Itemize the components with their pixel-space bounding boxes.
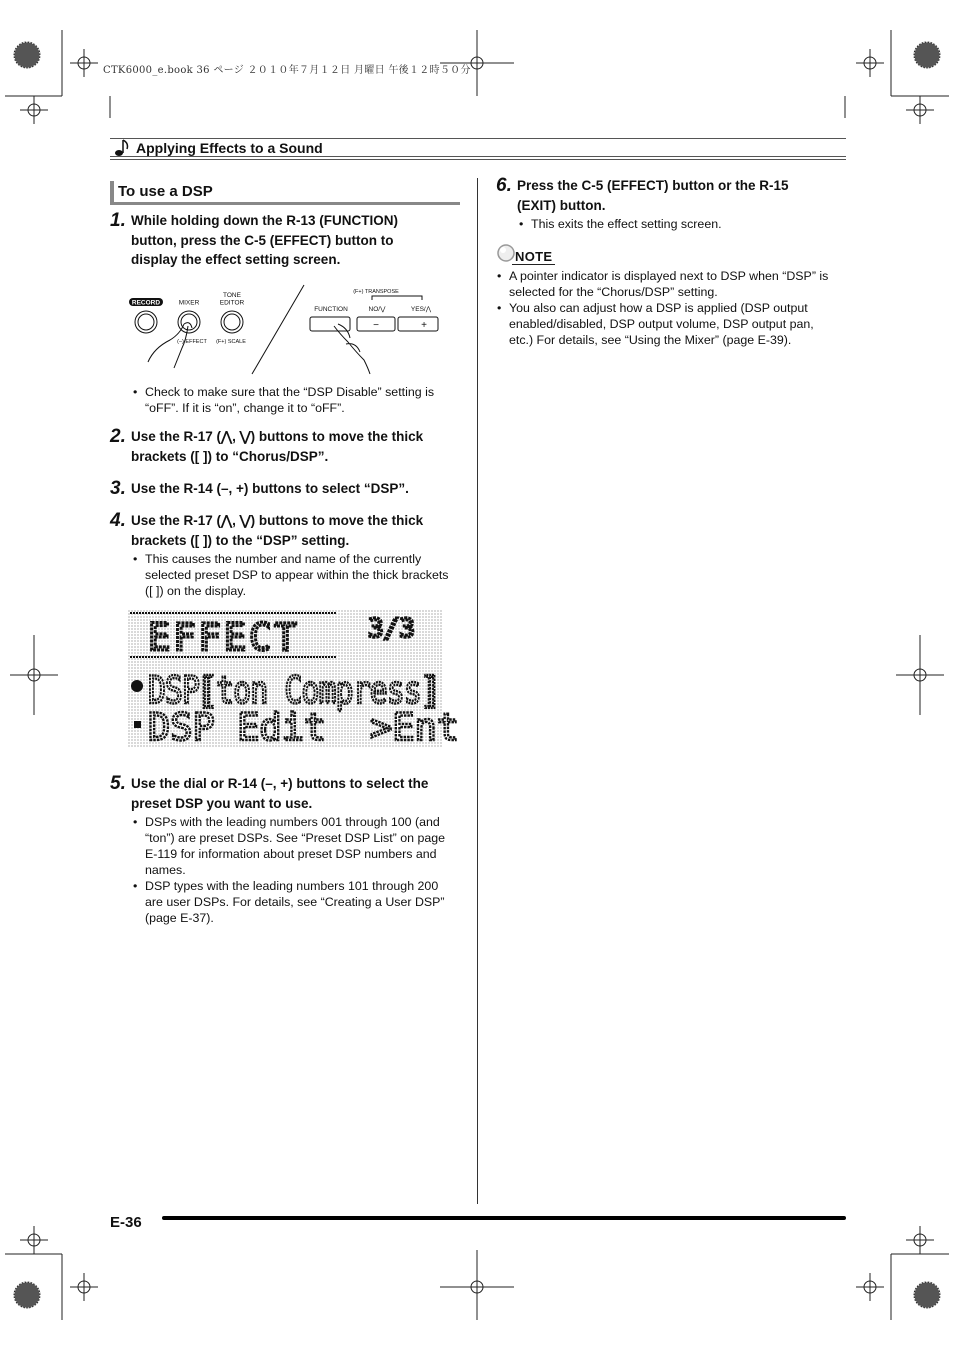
lcd-cursor-icon	[134, 721, 141, 728]
plus-button-glyph: +	[421, 320, 427, 331]
minus-button-glyph: −	[373, 320, 379, 331]
bullet-line: • DSP types with the leading numbers 101 through 200	[145, 879, 439, 893]
step-line: button, press the C-5 (EFFECT) button to	[131, 232, 394, 248]
tone-editor-label-1: TONE	[223, 292, 241, 299]
crosshair-left-mid	[10, 635, 58, 715]
step-line: Use the dial or R-14 (–, +) buttons to select the	[131, 776, 429, 791]
step-4-text	[131, 511, 471, 550]
step-line: (EXIT) button.	[517, 197, 606, 213]
function-label: FUNCTION	[314, 306, 348, 313]
bullet-line: etc.) For details, see “Using the Mixer” (page E-39).	[509, 333, 792, 347]
crosshair-bottom-center	[440, 1250, 514, 1320]
bullet-line: names.	[145, 863, 186, 877]
registration-target-bottom-left	[14, 1282, 40, 1308]
subheading-box	[110, 181, 460, 205]
crosshair-top-right	[856, 30, 891, 96]
crosshair-left-lower	[20, 1226, 48, 1254]
lcd-display	[128, 610, 460, 749]
crosshair-bottom-right	[856, 1254, 891, 1320]
step-6-text	[517, 176, 847, 215]
registration-target-bottom-right	[914, 1282, 940, 1308]
lcd-pointer-icon	[131, 680, 143, 692]
step-line: Press the C-5 (EFFECT) button or the R-15	[517, 178, 789, 193]
crosshair-right-upper	[906, 96, 934, 124]
tone-editor-label-2: EDITOR	[219, 299, 245, 307]
crosshair-left-upper	[20, 96, 48, 124]
lcd-line-1-left: EFFECT	[148, 616, 300, 659]
note-badge	[496, 243, 566, 269]
scale-sublabel: (F+) SCALE	[216, 339, 246, 345]
note-label: NOTE	[512, 249, 555, 265]
step-line: Use the R-17 (⋀, ⋁) buttons to move the thick	[131, 513, 424, 528]
crosshair-bottom-left	[62, 1254, 98, 1320]
subheading: To use a DSP	[118, 183, 213, 200]
registration-target-top-left	[14, 42, 40, 68]
yes-label: YES/⋀	[410, 306, 432, 313]
column-divider	[477, 178, 478, 1204]
step-line: brackets ([ ]) to “Chorus/DSP”.	[131, 448, 329, 464]
bullet-line: • A pointer indicator is displayed next to DSP when “DSP” is	[509, 269, 829, 283]
transpose-label: (F+) TRANSPOSE	[353, 289, 399, 295]
bullet-line: “ton”) are preset DSPs. See “Preset DSP List” on page	[145, 831, 446, 845]
step-number: 6.	[496, 175, 512, 196]
step-line: While holding down the R-13 (FUNCTION)	[131, 213, 398, 228]
step-line: brackets ([ ]) to the “DSP” setting.	[131, 532, 350, 548]
bullet-line: enabled/disabled, DSP output volume, DSP output pan,	[509, 317, 814, 331]
step-1-text	[131, 211, 461, 270]
step-number: 5.	[110, 773, 126, 794]
crosshair-right-mid	[896, 635, 944, 715]
step-line: preset DSP you want to use.	[131, 795, 313, 811]
step-line: Use the R-14 (–, +) buttons to select “DSP”.	[131, 481, 409, 496]
note-bullet	[509, 300, 849, 348]
section-title-bar	[110, 138, 846, 160]
step-6-bullet	[531, 216, 841, 232]
bullet-line: are user DSPs. For details, see “Creating a User DSP”	[145, 895, 445, 909]
no-label: NO/⋁	[368, 306, 386, 313]
footer-rule	[162, 1216, 846, 1220]
section-underline	[110, 156, 846, 157]
bullet-line: • Check to make sure that the “DSP Disable” setting is	[145, 385, 435, 399]
crosshair-right-lower	[906, 1226, 934, 1254]
page-number: E-36	[110, 1214, 142, 1231]
print-header: CTK6000_e.book 36 ページ ２０１０年７月１２日 月曜日 午後１２時５０分	[103, 65, 471, 76]
step-number: 3.	[110, 478, 126, 499]
bullet-line: • This exits the effect setting screen.	[531, 217, 722, 231]
bullet-line: selected preset DSP to appear within the thick brackets	[145, 568, 449, 582]
step-number: 4.	[110, 510, 126, 531]
section-title: Applying Effects to a Sound	[136, 140, 323, 156]
panel-illustration	[124, 282, 444, 378]
step-5-text	[131, 774, 471, 813]
bullet-line: E-119 for information about preset DSP numbers and	[145, 847, 437, 861]
bullet-line: • DSPs with the leading numbers 001 through 100 (and	[145, 815, 440, 829]
bullet-line: (page E-37).	[145, 911, 214, 925]
lcd-line-1-right: 3/3	[368, 614, 415, 644]
step-1-bullet	[145, 384, 465, 416]
crosshair-top-left	[30, 30, 98, 110]
lcd-line-3-right: >Ent	[370, 706, 460, 749]
bullet-line: selected for the “Chorus/DSP” setting.	[509, 285, 718, 299]
step-line: Use the R-17 (⋀, ⋁) buttons to move the thick	[131, 429, 424, 444]
lcd-line-2: DSP⟦ton Compress⟧	[148, 669, 438, 712]
mixer-label: MIXER	[178, 299, 200, 307]
note-bullet	[509, 268, 849, 300]
step-5-bullet	[145, 878, 465, 926]
bullet-line: “oFF”. If it is “on”, change it to “oFF”.	[145, 401, 345, 415]
effect-sublabel: (–) EFFECT	[177, 339, 207, 345]
step-number: 1.	[110, 210, 126, 231]
bullet-line: • This causes the number and name of the currently	[145, 552, 422, 566]
record-label: RECORD	[131, 299, 161, 307]
registration-target-top-right	[914, 42, 940, 68]
music-note-icon	[114, 138, 132, 158]
step-line: display the effect setting screen.	[131, 252, 341, 267]
step-number: 2.	[110, 426, 126, 447]
bullet-line: ([ ]) on the display.	[145, 584, 247, 598]
step-4-bullet	[145, 551, 465, 599]
step-2-text	[131, 427, 471, 466]
lcd-line-3-left: DSP Edit	[148, 706, 327, 749]
step-5-bullet	[145, 814, 465, 878]
bullet-line: • You also can adjust how a DSP is applied (DSP output	[509, 301, 808, 315]
step-3-text	[131, 479, 471, 499]
